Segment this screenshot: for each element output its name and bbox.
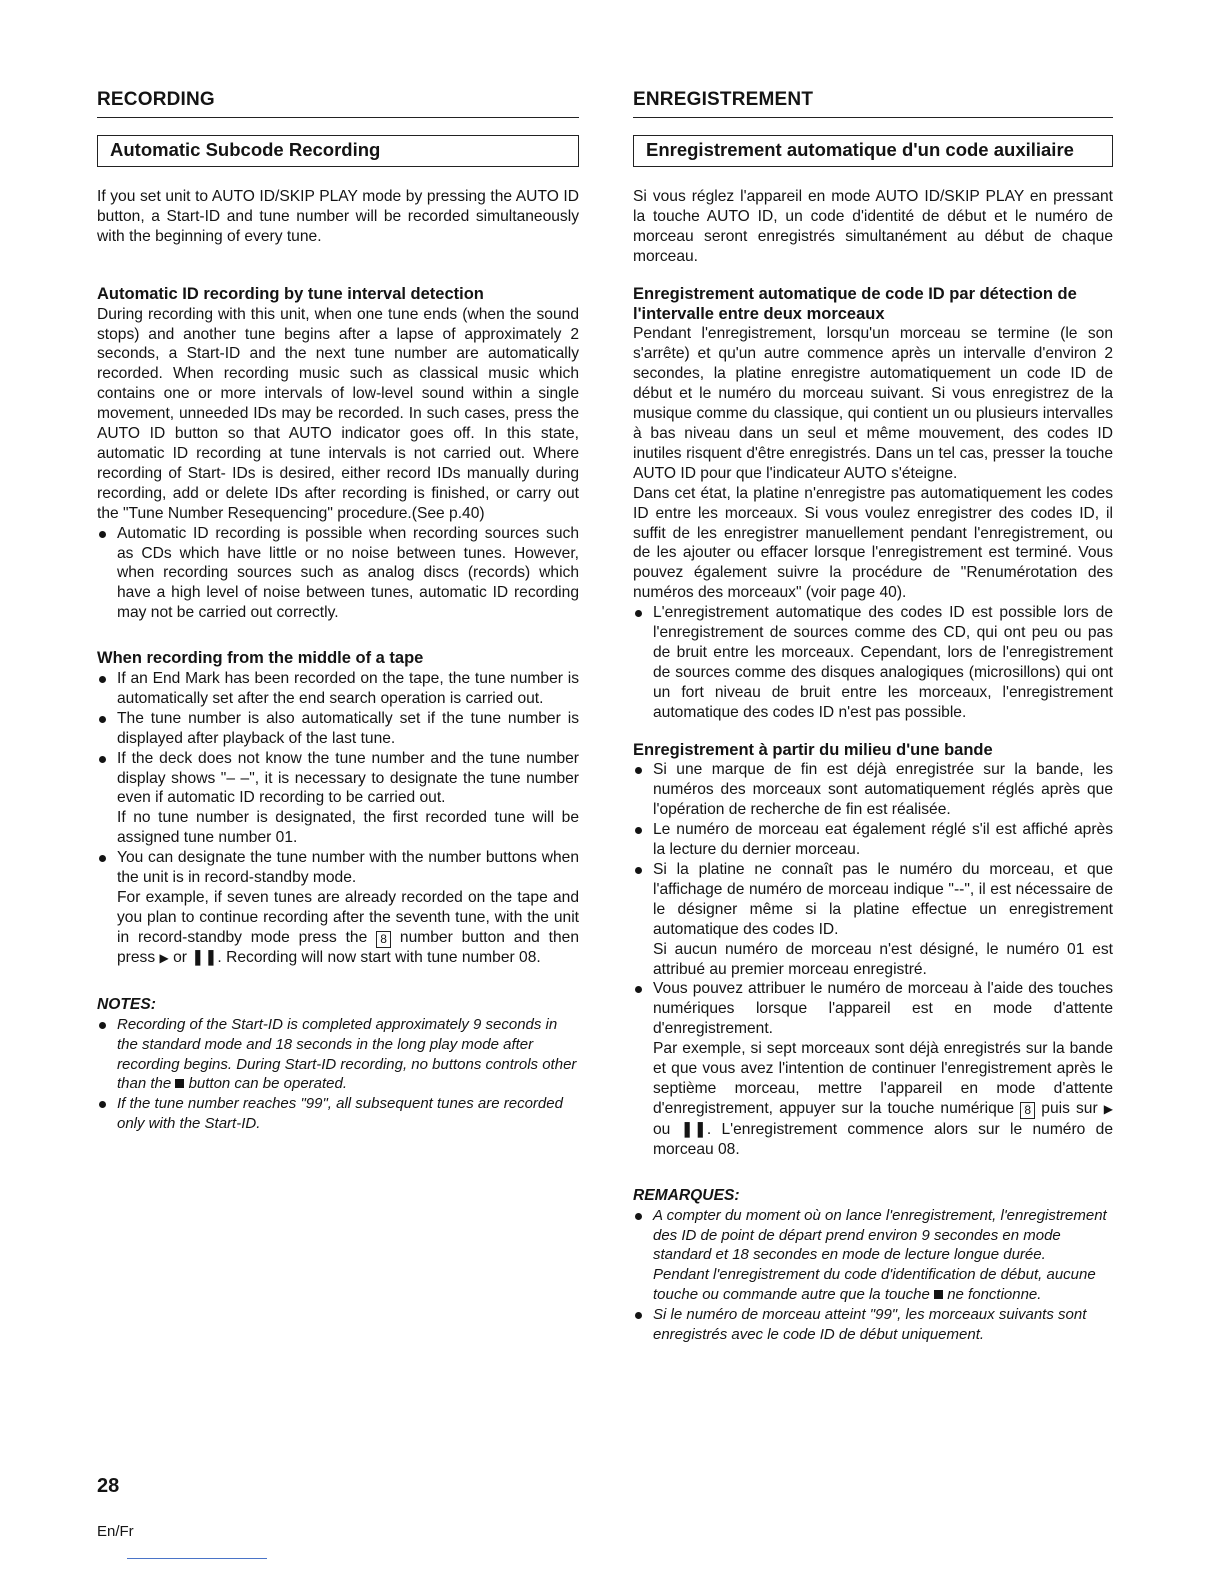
bullet-icon <box>635 1213 642 1220</box>
list-item: If an End Mark has been recorded on the tape, the tune number is automatically set after the end search operation is carried out. <box>97 669 579 709</box>
subheading-auto-id: Automatic ID recording by tune interval detection <box>97 284 484 303</box>
bullet-icon <box>99 531 106 538</box>
subheading-auto-id: Enregistrement automatique de code ID par détection de l'intervalle entre deux morceaux <box>633 284 1077 323</box>
bullet-icon <box>99 676 106 683</box>
list-item: The tune number is also automatically set if the tune number is displayed after playback of the last tune. <box>97 709 579 749</box>
paragraph-auto-id: During recording with this unit, when one tune ends (when the sound stops) and another tune begins after a lapse of approximately 2 seconds, a Start-ID and the next tune number are automatically recorded. When recording music such as classical music which contains one or more intervals of low-level sound within a single movement, unneeded IDs may be recorded. In such cases, press the AUTO ID button so that AUTO indicator goes off. In this state, automatic ID recording at tune intervals is not carried out. Where recording of Start- IDs is desired, either record IDs manually during recording, add or delete IDs after recording is finished, or carry out the "Tune Number Resequencing" procedure.(See p.40) <box>97 305 579 522</box>
notes-list <box>97 1015 579 1134</box>
bullet-list <box>633 603 1113 722</box>
bullet-list <box>97 669 579 969</box>
bullet-list <box>97 524 579 624</box>
list-item: L'enregistrement automatique des codes ID est possible lors de l'enregistrement de sources comme des CD, qui ont peu ou pas de bruit entre les morceaux. Cependant, lors de l'enregistrement de sources comme des disques analogiques (microsillons) qui ont un fort niveau de bruit entre les morceaux, l'enregistrement automatique des codes ID n'est pas possible. <box>633 603 1113 722</box>
list-item: Si la platine ne connaît pas le numéro du morceau, et que l'affichage de numéro de morceau indique "--", il est nécessaire de le désigner même si la platine effectue un enregistrement automatique des codes ID. Si aucun numéro de morceau n'est désigné, le numéro 01 est attribué au premier morceau enregistré. <box>633 860 1113 979</box>
stop-icon <box>175 1079 184 1088</box>
boxed-heading: Automatic Subcode Recording <box>97 135 579 167</box>
list-item: Recording of the Start-ID is completed approximately 9 seconds in the standard mode and 18 seconds in the long play mode after recording begins. During Start-ID recording, no buttons controls other than the button can be operated. <box>97 1015 579 1095</box>
play-icon: ▶ <box>1103 1101 1113 1116</box>
subheading-middle-tape: When recording from the middle of a tape <box>97 649 424 668</box>
list-item: Automatic ID recording is possible when recording sources such as CDs which have little or no noise between tunes. However, when recording sources such as analog discs (records) which have a high level of noise between tunes, automatic ID recording may not be carried out correctly. <box>97 524 579 624</box>
footer-rule <box>127 1558 267 1559</box>
bullet-icon <box>635 867 642 874</box>
bullet-icon <box>99 756 106 763</box>
bullet-list <box>633 760 1113 1159</box>
bullet-icon <box>99 716 106 723</box>
pause-icon: ❚❚ <box>680 1120 707 1138</box>
list-item: Vous pouvez attribuer le numéro de morceau à l'aide des touches numériques lorsque l'appareil est en mode d'attente d'enregistrement. Par exemple, si sept morceaux sont déjà enregistrés sur la bande et que vous avez l'intention de continuer l'enregistrement après le septième morceau, mettre l'appareil en mode d'attente d'enregistrement, appuyer sur la touche numérique 8 puis sur ▶ ou ❚❚. L'enregistrement commence alors sur le numéro de morceau 08. <box>633 979 1113 1159</box>
notes-title: NOTES: <box>97 995 156 1013</box>
paragraph-auto-id: Pendant l'enregistrement, lorsqu'un morceau se termine (le son s'arrête) et qu'un autre commence après un intervalle d'environ 2 secondes, la platine enregistre automatiquement un code ID de début et le numéro du morceau suivant. Si vous enregistrez de la musique comme du classique, qui contient un ou plusieurs intervalles à bas niveau dans un seul et même mouvement, des codes ID inutiles risquent d'être enregistrés. Dans un tel cas, presser la touche AUTO ID pour que l'indicateur AUTO s'éteigne. <box>633 325 1113 482</box>
notes-title: REMARQUES: <box>633 1186 740 1204</box>
page-number: 28 <box>97 1475 120 1497</box>
list-item: Le numéro de morceau eat également réglé s'il est affiché après la lecture du dernier morceau. <box>633 820 1113 860</box>
bullet-icon <box>635 767 642 774</box>
list-item: If the deck does not know the tune number and the tune number display shows "– –", it is necessary to designate the tune number even if automatic ID recording to be carried out. If no tune number is designated, the first recorded tune will be assigned tune number 01. <box>97 749 579 849</box>
list-item: You can designate the tune number with the number buttons when the unit is in record-standby mode. For example, if seven tunes are already recorded on the tape and you plan to continue recording after the seventh tune, with the unit in record-standby mode press the 8 number button and then press ▶ or ❚❚. Recording will now start with tune number 08. <box>97 848 579 969</box>
list-item: Si le numéro de morceau atteint "99", les morceaux suivants sont enregistrés avec le code ID de début uniquement. <box>633 1305 1113 1345</box>
paragraph-auto-id-2: Dans cet état, la platine n'enregistre pas automatiquement les codes ID entre les morceaux. Si vous voulez enregistrer des codes ID, il suffit de les enregistrer manuellement pendant l'enregistrement, ou de les ajouter ou effacer lorsque l'enregistrement est terminé. Vous pouvez également suivre la procédure de "Renumérotation des numéros des morceaux" (voir page 40). <box>633 484 1113 602</box>
notes-list <box>633 1206 1113 1345</box>
play-icon: ▶ <box>159 950 169 965</box>
list-item: If the tune number reaches "99", all subsequent tunes are recorded only with the Start-ID. <box>97 1094 579 1134</box>
bullet-icon <box>99 855 106 862</box>
list-item: Si une marque de fin est déjà enregistrée sur la bande, les numéros des morceaux sont automatiquement réglés après que l'opération de recherche de fin est réalisée. <box>633 760 1113 820</box>
section-title: RECORDING <box>97 88 579 118</box>
bullet-icon <box>99 1101 106 1108</box>
boxed-heading: Enregistrement automatique d'un code auxiliaire <box>633 135 1113 167</box>
bullet-icon <box>635 1312 642 1319</box>
english-column <box>97 88 579 1134</box>
intro-paragraph: Si vous réglez l'appareil en mode AUTO ID/SKIP PLAY en pressant la touche AUTO ID, un code d'identité de début et le numéro de morceau seront enregistrés simultanément au début de chaque morceau. <box>633 188 1113 265</box>
section-title: ENREGISTREMENT <box>633 88 1113 118</box>
subheading-middle-tape: Enregistrement à partir du milieu d'une bande <box>633 740 993 759</box>
intro-paragraph: If you set unit to AUTO ID/SKIP PLAY mode by pressing the AUTO ID button, a Start-ID and tune number will be recorded simultaneously with the beginning of every tune. <box>97 188 579 245</box>
bullet-icon <box>635 986 642 993</box>
french-column <box>633 88 1113 1345</box>
number-8-key-icon: 8 <box>1020 1102 1035 1119</box>
stop-icon <box>934 1290 943 1299</box>
number-8-key-icon: 8 <box>376 931 391 948</box>
bullet-icon <box>635 610 642 617</box>
pause-icon: ❚❚ <box>191 948 218 966</box>
bullet-icon <box>635 827 642 834</box>
language-code: En/Fr <box>97 1523 134 1540</box>
bullet-icon <box>99 1022 106 1029</box>
list-item: A compter du moment où on lance l'enregistrement, l'enregistrement des ID de point de départ prend environ 9 secondes en mode standard et 18 secondes en mode de lecture longue durée. Pendant l'enregistrement du code d'identification de début, aucune touche ou commande autre que la touche ne fonctionne. <box>633 1206 1113 1306</box>
